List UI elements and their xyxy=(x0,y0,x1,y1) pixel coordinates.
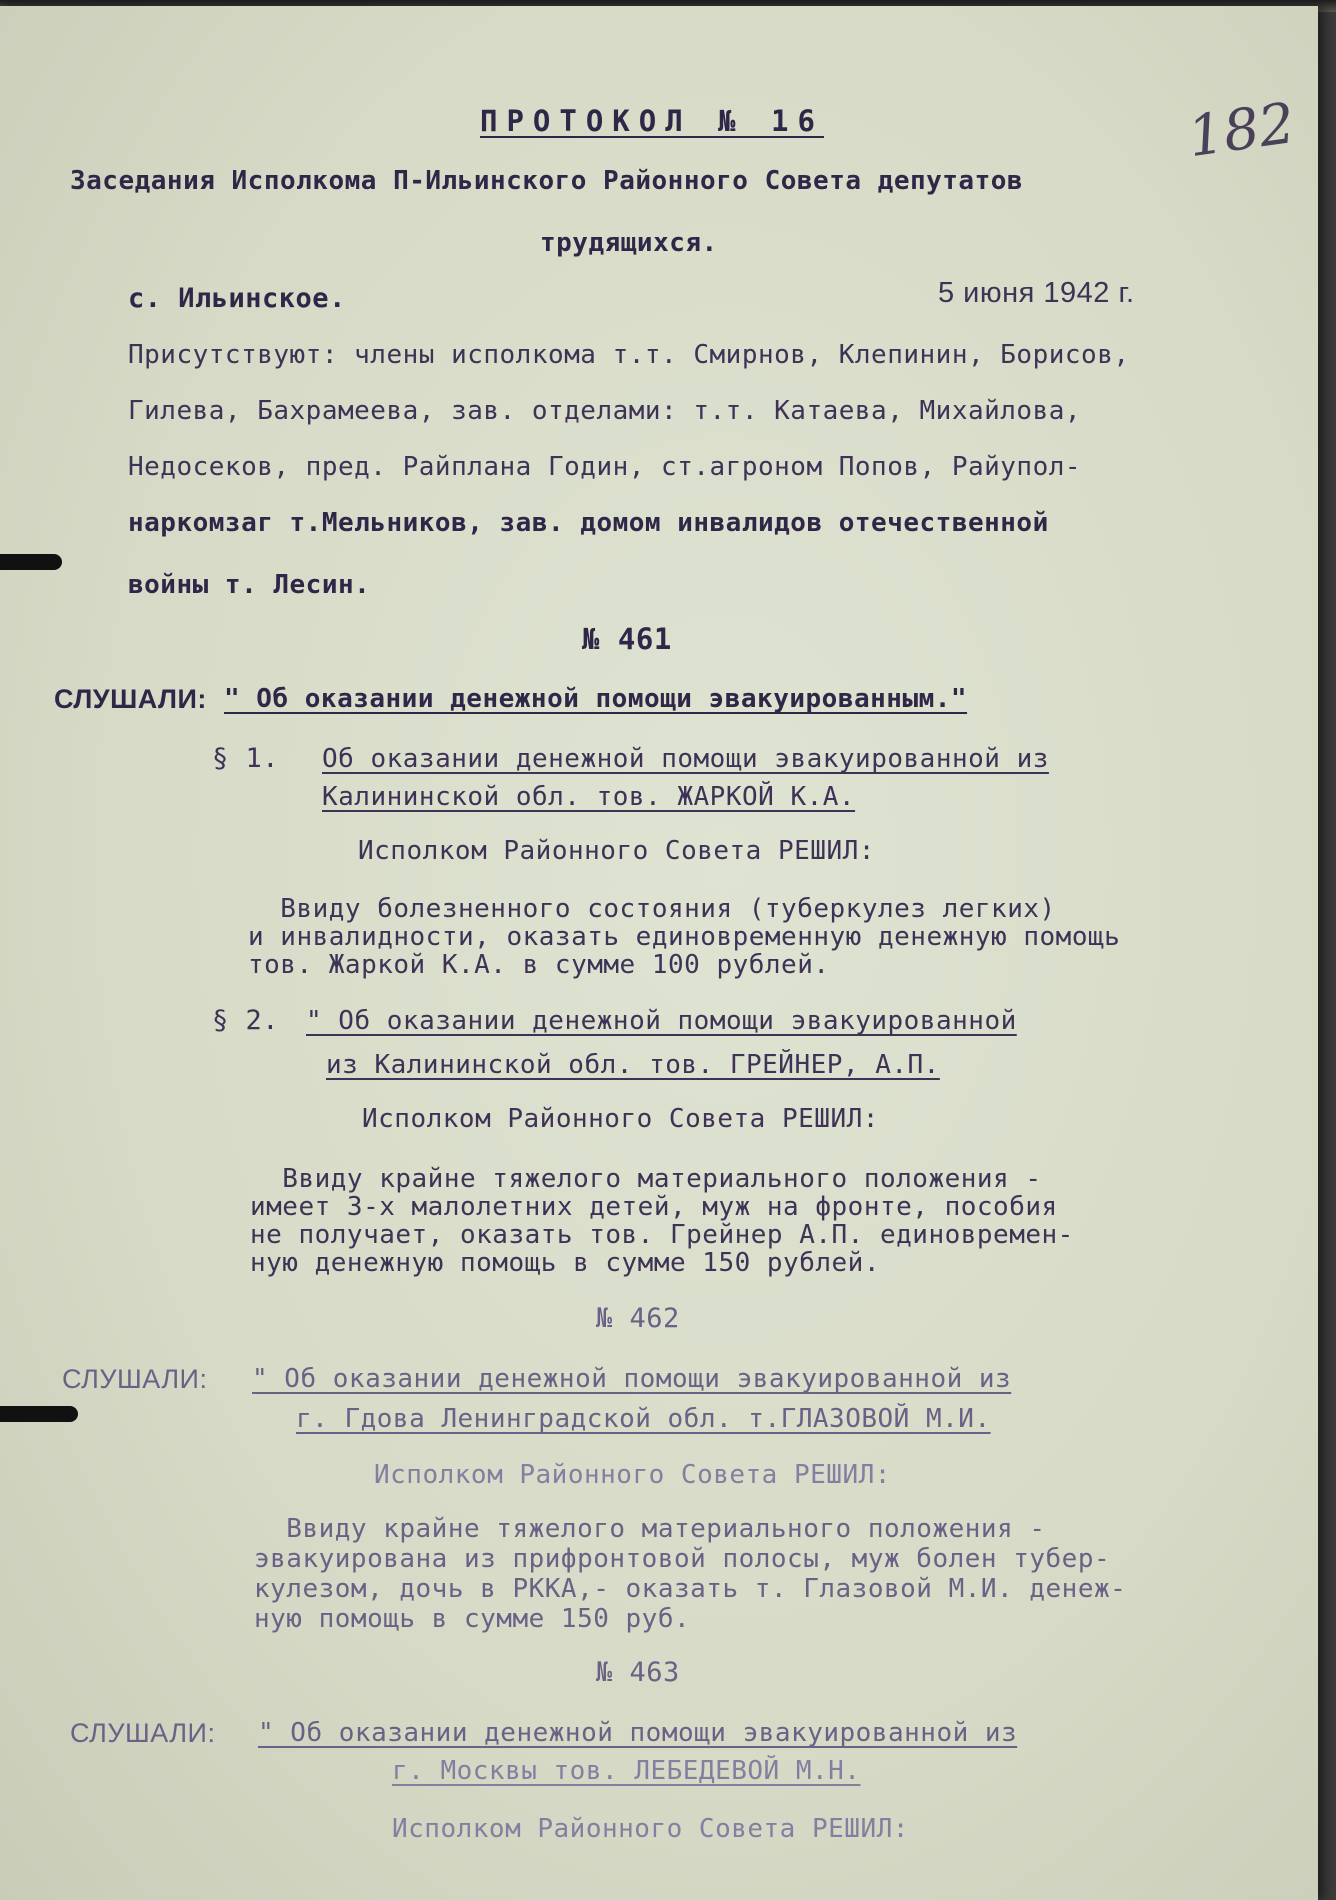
section-1-subject-line2: Калининской обл. тов. ЖАРКОЙ К.А. xyxy=(322,782,856,812)
item-462-heard-label: СЛУШАЛИ: xyxy=(62,1364,208,1394)
item-461-heard-text: " Об оказании денежной помощи эвакуированным." xyxy=(224,684,968,714)
item-463-subject-line2: г. Москвы тов. ЛЕБЕДЕВОЙ М.Н. xyxy=(392,1756,861,1786)
section-1-mark: § 1. xyxy=(212,743,280,774)
section-2-decision-line1: Ввиду крайне тяжелого материального положения - xyxy=(250,1164,1042,1194)
section-2-decided: Исполком Районного Совета РЕШИЛ: xyxy=(362,1104,879,1134)
section-1-decision-line3: тов. Жаркой К.А. в сумме 100 рублей. xyxy=(248,950,830,980)
item-461-heard-label: СЛУШАЛИ: xyxy=(54,684,207,714)
attendees-line-5: войны т. Лесин. xyxy=(128,570,371,600)
attendees-line-2: Гилева, Бахрамеева, зав. отделами: т.т. Катаева, Михайлова, xyxy=(128,396,1082,426)
item-number-461: № 461 xyxy=(582,622,672,656)
section-2-subject-line1: " Об оказании денежной помощи эвакуированной xyxy=(306,1006,1017,1036)
attendees-line-1: Присутствуют: члены исполкома т.т. Смирнов, Клепинин, Борисов, xyxy=(128,340,1130,370)
item-462-subject-line2: г. Гдова Ленинградской обл. т.ГЛАЗОВОЙ М.И. xyxy=(296,1404,991,1434)
meeting-date: 5 июня 1942 г. xyxy=(938,277,1135,309)
handwritten-page-number: 182 xyxy=(1183,90,1299,171)
item-462-decision-line4: ную помощь в сумме 150 руб. xyxy=(254,1604,691,1634)
attendees-line-4: наркомзаг т.Мельников, зав. домом инвалидов отечественной xyxy=(128,508,1049,538)
section-1-subject-line1: Об оказании денежной помощи эвакуированной из xyxy=(322,744,1049,774)
item-number-463: № 463 xyxy=(596,1657,680,1688)
section-2-decision-line4: ную денежную помощь в сумме 150 рублей. xyxy=(250,1248,880,1278)
item-463-subject-line1: " Об оказании денежной помощи эвакуированной из xyxy=(258,1718,1018,1748)
item-462-decision-line3: кулезом, дочь в РККА,- оказать т. Глазовой М.И. денеж- xyxy=(254,1574,1127,1604)
section-2-decision-line3: не получает, оказать тов. Грейнер А.П. единовремен- xyxy=(250,1220,1074,1250)
item-462-decision-line2: эвакуирована из прифронтовой полосы, муж болен тубер- xyxy=(254,1544,1111,1574)
item-463-heard-label: СЛУШАЛИ: xyxy=(70,1718,216,1748)
binding-string-top xyxy=(0,554,62,570)
attendees-line-3: Недосеков, пред. Райплана Годин, ст.агроном Попов, Райупол- xyxy=(128,452,1082,482)
section-2-subject-line2: из Калининской обл. тов. ГРЕЙНЕР, А.П. xyxy=(326,1050,940,1080)
section-2-mark: § 2. xyxy=(212,1005,280,1036)
protocol-title: ПРОТОКОЛ № 16 xyxy=(480,104,824,138)
binding-string-bottom xyxy=(0,1406,78,1422)
item-number-462: № 462 xyxy=(596,1303,680,1334)
section-1-decided: Исполком Районного Совета РЕШИЛ: xyxy=(358,836,875,866)
section-2-decision-line2: имеет 3-х малолетних детей, муж на фронте, пособия xyxy=(250,1192,1058,1222)
item-463-decided: Исполком Районного Совета РЕШИЛ: xyxy=(392,1814,909,1844)
meeting-subtitle-line2: трудящихся. xyxy=(540,228,718,258)
document-page xyxy=(0,6,1318,1900)
meeting-subtitle-line1: Заседания Исполкома П-Ильинского Районного Совета депутатов xyxy=(70,166,1024,196)
section-1-decision-line1: Ввиду болезненного состояния (туберкулез легких) xyxy=(248,894,1056,924)
section-1-decision-line2: и инвалидности, оказать единовременную денежную помощь xyxy=(248,922,1121,952)
item-462-decision-line1: Ввиду крайне тяжелого материального положения - xyxy=(254,1514,1046,1544)
meeting-place: с. Ильинское. xyxy=(128,283,346,314)
item-462-subject-line1: " Об оказании денежной помощи эвакуированной из xyxy=(252,1364,1012,1394)
item-462-decided: Исполком Районного Совета РЕШИЛ: xyxy=(374,1460,891,1490)
